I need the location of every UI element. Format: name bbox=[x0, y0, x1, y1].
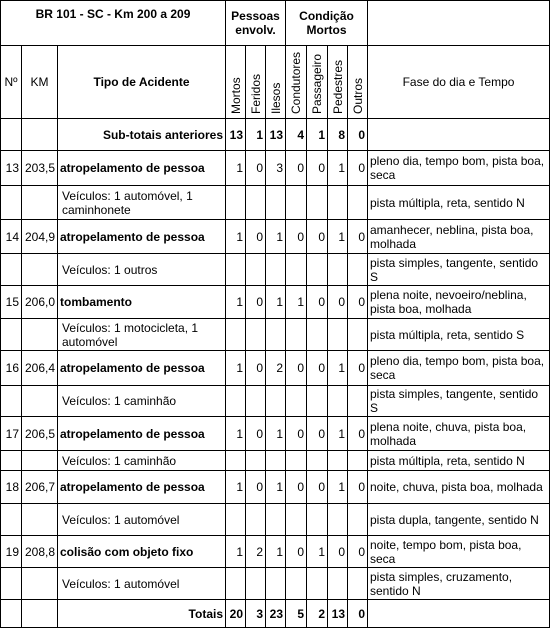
accident-vehicles: Veículos: 1 automóvel bbox=[58, 504, 226, 536]
accident-pedestres: 1 bbox=[328, 417, 348, 451]
accident-mortos: 1 bbox=[226, 536, 246, 568]
accident-km: 206,5 bbox=[22, 417, 58, 451]
accident-km: 204,9 bbox=[22, 220, 58, 254]
subtotal-label: Sub-totais anteriores bbox=[58, 119, 226, 151]
totals-ilesos: 23 bbox=[266, 600, 286, 628]
accident-passageiro: 0 bbox=[307, 471, 328, 504]
accident-mortos: 1 bbox=[226, 351, 246, 386]
accident-mortos: 1 bbox=[226, 151, 246, 186]
subtotal-pedestres: 8 bbox=[328, 119, 348, 151]
accident-row bbox=[1, 151, 550, 186]
header-condicao-mortos: Condição Mortos bbox=[286, 1, 368, 46]
accident-vehicle-row bbox=[1, 386, 550, 417]
accident-mortos: 1 bbox=[226, 220, 246, 254]
accident-outros: 0 bbox=[348, 151, 368, 186]
header-outros: Outros bbox=[350, 77, 365, 114]
accident-pedestres: 1 bbox=[328, 151, 348, 186]
totals-mortos: 20 bbox=[226, 600, 246, 628]
accident-ilesos: 1 bbox=[266, 417, 286, 451]
totals-outros: 0 bbox=[348, 600, 368, 628]
header-mortos: Mortos bbox=[228, 77, 243, 114]
accident-condutores: 0 bbox=[286, 536, 307, 568]
accident-number: 15 bbox=[1, 286, 22, 319]
accident-vehicles: Veículos: 1 caminhão bbox=[58, 386, 226, 417]
accident-number: 13 bbox=[1, 151, 22, 186]
totals-feridos: 3 bbox=[246, 600, 266, 628]
header-tipo-acidente: Tipo de Acidente bbox=[58, 46, 226, 119]
accident-pedestres: 1 bbox=[328, 351, 348, 386]
accident-condutores: 0 bbox=[286, 471, 307, 504]
accident-condutores: 0 bbox=[286, 220, 307, 254]
accident-condutores: 0 bbox=[286, 351, 307, 386]
accident-type: colisão com objeto fixo bbox=[58, 536, 226, 568]
accident-number: 16 bbox=[1, 351, 22, 386]
accident-row bbox=[1, 220, 550, 254]
accident-passageiro: 0 bbox=[307, 351, 328, 386]
accident-passageiro: 0 bbox=[307, 286, 328, 319]
accident-pedestres: 1 bbox=[328, 471, 348, 504]
accident-km: 203,5 bbox=[22, 151, 58, 186]
accident-vehicles: Veículos: 1 outros bbox=[58, 254, 226, 286]
accident-vehicles: Veículos: 1 automóvel bbox=[58, 568, 226, 600]
accident-fase-tempo: pleno dia, tempo bom, pista boa, seca bbox=[368, 151, 550, 186]
accident-ilesos: 1 bbox=[266, 536, 286, 568]
accident-km: 206,7 bbox=[22, 471, 58, 504]
accident-outros: 0 bbox=[348, 471, 368, 504]
accident-passageiro: 0 bbox=[307, 220, 328, 254]
accident-fase-tempo: noite, tempo bom, pista boa, seca bbox=[368, 536, 550, 568]
accident-pista: pista simples, tangente, sentido S bbox=[368, 254, 550, 286]
accident-pista: pista dupla, tangente, sentido N bbox=[368, 504, 550, 536]
accident-number: 14 bbox=[1, 220, 22, 254]
subtotal-condutores: 4 bbox=[286, 119, 307, 151]
totals-passageiro: 2 bbox=[307, 600, 328, 628]
accident-pedestres: 1 bbox=[328, 220, 348, 254]
accident-vehicle-row bbox=[1, 254, 550, 286]
accident-row bbox=[1, 471, 550, 504]
accident-condutores: 0 bbox=[286, 151, 307, 186]
accident-outros: 0 bbox=[348, 417, 368, 451]
totals-pedestres: 13 bbox=[328, 600, 348, 628]
accident-vehicles: Veículos: 1 caminhão bbox=[58, 451, 226, 471]
accident-pista: pista múltipla, reta, sentido S bbox=[368, 319, 550, 351]
header-km: KM bbox=[22, 46, 58, 119]
totals-label: Totais bbox=[58, 600, 226, 628]
accident-km: 208,8 bbox=[22, 536, 58, 568]
accident-vehicle-row bbox=[1, 504, 550, 536]
totals-row bbox=[1, 600, 550, 628]
header-condutores: Condutores bbox=[289, 51, 303, 114]
table-title: BR 101 - SC - Km 200 a 209 bbox=[1, 1, 226, 46]
accident-fase-tempo: plena noite, nevoeiro/neblina, pista boa, molhada bbox=[368, 286, 550, 319]
subtotal-ilesos: 13 bbox=[266, 119, 286, 151]
accident-ilesos: 1 bbox=[266, 220, 286, 254]
accident-row bbox=[1, 536, 550, 568]
header-feridos: Feridos bbox=[248, 73, 263, 114]
accident-condutores: 0 bbox=[286, 417, 307, 451]
accident-type: atropelamento de pessoa bbox=[58, 351, 226, 386]
accident-ilesos: 1 bbox=[266, 471, 286, 504]
accident-pista: pista múltipla, reta, sentido N bbox=[368, 186, 550, 220]
accident-feridos: 0 bbox=[246, 151, 266, 186]
accident-fase-tempo: pleno dia, tempo bom, pista boa, seca bbox=[368, 351, 550, 386]
accident-fase-tempo: plena noite, chuva, pista boa, molhada bbox=[368, 417, 550, 451]
accident-number: 17 bbox=[1, 417, 22, 451]
accident-vehicles: Veículos: 1 motocicleta, 1 automóvel bbox=[58, 319, 226, 351]
subtotal-mortos: 13 bbox=[226, 119, 246, 151]
accident-ilesos: 3 bbox=[266, 151, 286, 186]
accident-pista: pista simples, cruzamento, sentido N bbox=[368, 568, 550, 600]
header-fase-dia-tempo: Fase do dia e Tempo bbox=[368, 46, 550, 119]
accident-passageiro: 1 bbox=[307, 536, 328, 568]
accident-number: 18 bbox=[1, 471, 22, 504]
accident-feridos: 0 bbox=[246, 351, 266, 386]
subtotal-passageiro: 1 bbox=[307, 119, 328, 151]
header-numero: Nº bbox=[1, 46, 22, 119]
accident-feridos: 0 bbox=[246, 220, 266, 254]
subtotal-outros: 0 bbox=[348, 119, 368, 151]
accident-passageiro: 0 bbox=[307, 151, 328, 186]
accident-ilesos: 1 bbox=[266, 286, 286, 319]
accident-row bbox=[1, 351, 550, 386]
accident-fase-tempo: amanhecer, neblina, pista boa, molhada bbox=[368, 220, 550, 254]
accident-pedestres: 0 bbox=[328, 286, 348, 319]
accident-row bbox=[1, 417, 550, 451]
header-pedestres: Pedestres bbox=[330, 59, 345, 114]
accident-passageiro: 0 bbox=[307, 417, 328, 451]
accident-feridos: 2 bbox=[246, 536, 266, 568]
accident-outros: 0 bbox=[348, 286, 368, 319]
accident-vehicle-row bbox=[1, 319, 550, 351]
accident-condutores: 1 bbox=[286, 286, 307, 319]
accident-mortos: 1 bbox=[226, 417, 246, 451]
accident-vehicles: Veículos: 1 automóvel, 1 caminhonete bbox=[58, 186, 226, 220]
header-blank bbox=[368, 1, 550, 46]
accident-vehicle-row bbox=[1, 568, 550, 600]
accident-type: atropelamento de pessoa bbox=[58, 151, 226, 186]
accident-mortos: 1 bbox=[226, 471, 246, 504]
accident-feridos: 0 bbox=[246, 417, 266, 451]
accident-type: atropelamento de pessoa bbox=[58, 471, 226, 504]
accident-outros: 0 bbox=[348, 351, 368, 386]
header-pessoas-envolvidas: Pessoas envolv. bbox=[226, 1, 286, 46]
accident-outros: 0 bbox=[348, 536, 368, 568]
subtotal-row bbox=[1, 119, 550, 151]
accident-number: 19 bbox=[1, 536, 22, 568]
accident-outros: 0 bbox=[348, 220, 368, 254]
accident-mortos: 1 bbox=[226, 286, 246, 319]
accident-type: tombamento bbox=[58, 286, 226, 319]
header-passageiro: Passageiro bbox=[310, 53, 324, 114]
accident-row bbox=[1, 286, 550, 319]
accident-type: atropelamento de pessoa bbox=[58, 417, 226, 451]
accident-vehicle-row bbox=[1, 451, 550, 471]
accident-vehicle-row bbox=[1, 186, 550, 220]
subtotal-feridos: 1 bbox=[246, 119, 266, 151]
accident-km: 206,4 bbox=[22, 351, 58, 386]
accident-fase-tempo: noite, chuva, pista boa, molhada bbox=[368, 471, 550, 504]
accident-pista: pista múltipla, reta, sentido N bbox=[368, 451, 550, 471]
accident-feridos: 0 bbox=[246, 471, 266, 504]
accident-km: 206,0 bbox=[22, 286, 58, 319]
accident-ilesos: 2 bbox=[266, 351, 286, 386]
header-ilesos: Ilesos bbox=[268, 82, 283, 114]
accident-pista: pista simples, tangente, sentido S bbox=[368, 386, 550, 417]
totals-condutores: 5 bbox=[286, 600, 307, 628]
accident-type: atropelamento de pessoa bbox=[58, 220, 226, 254]
accident-pedestres: 0 bbox=[328, 536, 348, 568]
accident-feridos: 0 bbox=[246, 286, 266, 319]
